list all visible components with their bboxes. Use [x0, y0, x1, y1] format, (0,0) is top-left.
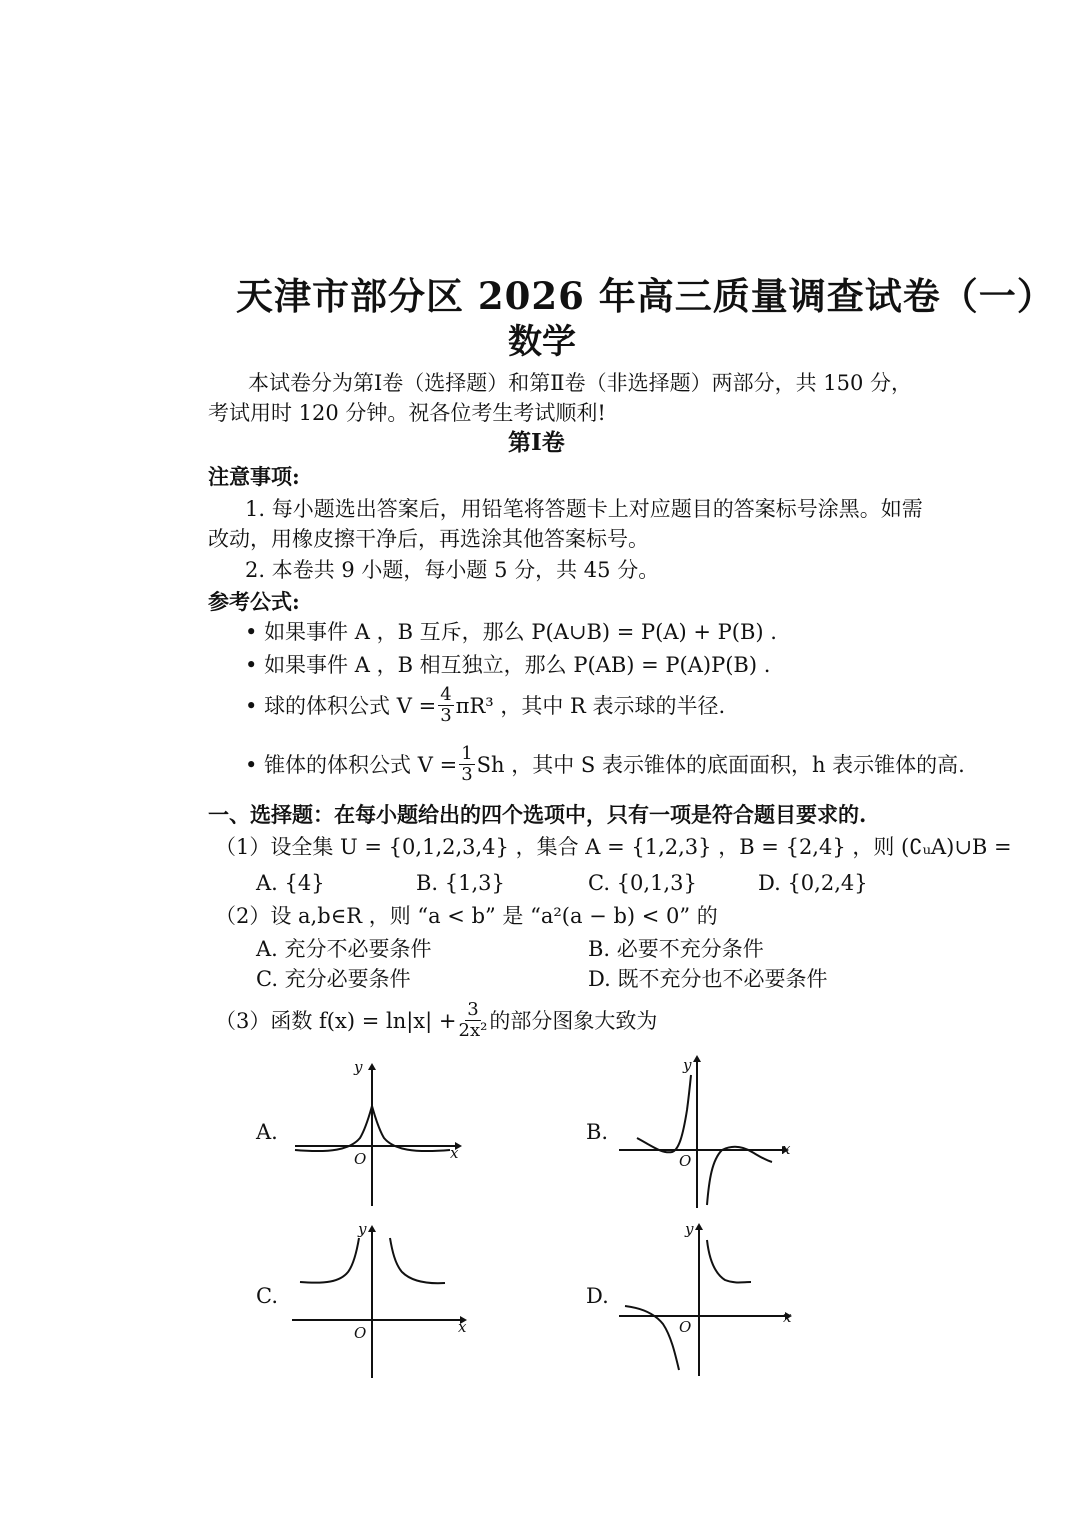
- formula-2-text: 如果事件 A ，B 相互独立，那么 P(AB) = P(A)P(B) .: [264, 653, 771, 677]
- q1-option-c: C. {0,1,3}: [588, 871, 697, 895]
- graph-b-label: B.: [586, 1120, 609, 1144]
- formula-3-post: πR³ ，其中 R 表示球的半径.: [455, 693, 726, 718]
- axis-y-label: y: [683, 1056, 692, 1074]
- exam-title: 天津市部分区 2026 年高三质量调查试卷（一）: [236, 274, 1055, 318]
- axis-y-label: y: [685, 1220, 694, 1238]
- formula-3-numerator: 4: [440, 684, 452, 705]
- curve-right: [372, 1106, 450, 1151]
- axis-y-label: y: [354, 1058, 363, 1076]
- y-axis-arrow-icon: [368, 1225, 376, 1232]
- curve-left: [300, 1238, 359, 1283]
- axis-y-label: y: [358, 1220, 367, 1238]
- q3-stem-post: 的部分图象大致为: [489, 1008, 658, 1033]
- curve-right: [707, 1147, 772, 1205]
- origin-label: O: [679, 1318, 692, 1336]
- subject-title: 数学: [508, 322, 576, 362]
- formula-2: [245, 650, 770, 680]
- formula-3-fraction: [438, 685, 453, 726]
- origin-label: O: [679, 1152, 692, 1170]
- formulas-heading: 参考公式:: [208, 589, 300, 614]
- q3-stem-pre: （3）函数 f(x) = ln|x| +: [215, 1008, 457, 1033]
- axis-x-label: x: [783, 1308, 792, 1326]
- y-axis-arrow-icon: [368, 1063, 376, 1070]
- graph-a-label: A.: [256, 1120, 278, 1144]
- q1-option-d: D. {0,2,4}: [758, 871, 868, 895]
- origin-label: O: [354, 1150, 367, 1168]
- q1-option-a: A. {4}: [256, 871, 325, 895]
- origin-label: O: [354, 1324, 367, 1342]
- axis-x-label: x: [782, 1140, 791, 1158]
- q1-stem: （1）设全集 U = {0,1,2,3,4} ，集合 A = {1,2,3} ，B = {2,4} ，则 (∁ᵤA)∪B =: [215, 835, 1012, 859]
- formula-4-pre: 锥体的体积公式 V =: [264, 752, 458, 777]
- bullet-icon: •: [245, 752, 265, 777]
- curve-right: [707, 1240, 751, 1283]
- q2-option-d: D. 既不充分也不必要条件: [588, 967, 828, 991]
- q2-option-a: A. 充分不必要条件: [256, 937, 432, 961]
- formula-4-numerator: 1: [461, 743, 473, 764]
- formula-4-fraction: [459, 744, 474, 785]
- formula-3: [245, 685, 725, 726]
- q2-option-c: C. 充分必要条件: [256, 967, 411, 991]
- notice-item-2: 2. 本卷共 9 小题，每小题 5 分，共 45 分。: [245, 558, 660, 582]
- formula-4: [245, 744, 965, 785]
- notice-item-1b: 改动，用橡皮擦干净后，再选涂其他答案标号。: [208, 527, 649, 551]
- q3-stem: [215, 1000, 657, 1041]
- formula-3-denominator: 3: [440, 705, 452, 726]
- curve-left: [637, 1075, 691, 1152]
- graph-b: [617, 1050, 797, 1214]
- curve-right: [390, 1238, 445, 1283]
- graph-a: [290, 1058, 470, 1212]
- formula-1: [245, 617, 777, 647]
- axis-x-label: x: [458, 1318, 467, 1336]
- q3-numerator: 3: [467, 999, 479, 1020]
- bullet-icon: •: [245, 693, 265, 718]
- q3-denominator: 2x²: [458, 1020, 488, 1041]
- q2-stem: （2）设 a,b∈R ，则 “a < b” 是 “a²(a − b) < 0” 的: [215, 904, 718, 928]
- intro-line-2: 考试用时 120 分钟。祝各位考生考试顺利!: [208, 401, 606, 425]
- axis-x-label: x: [450, 1144, 459, 1162]
- y-axis-arrow-icon: [693, 1055, 701, 1062]
- formula-1-text: 如果事件 A ，B 互斥，那么 P(A∪B) = P(A) + P(B) .: [264, 620, 777, 644]
- y-axis-arrow-icon: [695, 1223, 703, 1230]
- formula-3-pre: 球的体积公式 V =: [264, 693, 437, 718]
- section-title: 第Ⅰ卷: [508, 429, 565, 456]
- notice-item-1a: 1. 每小题选出答案后，用铅笔将答题卡上对应题目的答案标号涂黑。如需: [245, 497, 923, 521]
- graph-c-label: C.: [256, 1284, 278, 1308]
- graph-c: [290, 1220, 470, 1384]
- bullet-icon: •: [245, 653, 265, 677]
- graph-d: [617, 1218, 797, 1382]
- formula-4-post: Sh ，其中 S 表示锥体的底面面积，h 表示锥体的高.: [476, 752, 965, 777]
- part1-heading: 一、选择题：在每小题给出的四个选项中，只有一项是符合题目要求的.: [208, 802, 867, 827]
- notice-heading: 注意事项:: [208, 464, 300, 489]
- curve-left: [295, 1106, 372, 1151]
- q1-option-b: B. {1,3}: [416, 871, 505, 895]
- q3-fraction: [459, 1000, 488, 1041]
- bullet-icon: •: [245, 620, 265, 644]
- q2-option-b: B. 必要不充分条件: [588, 937, 764, 961]
- graph-d-label: D.: [586, 1284, 609, 1308]
- intro-line-1: 本试卷分为第Ⅰ卷（选择题）和第Ⅱ卷（非选择题）两部分，共 150 分，: [248, 371, 912, 395]
- formula-4-denominator: 3: [461, 764, 473, 785]
